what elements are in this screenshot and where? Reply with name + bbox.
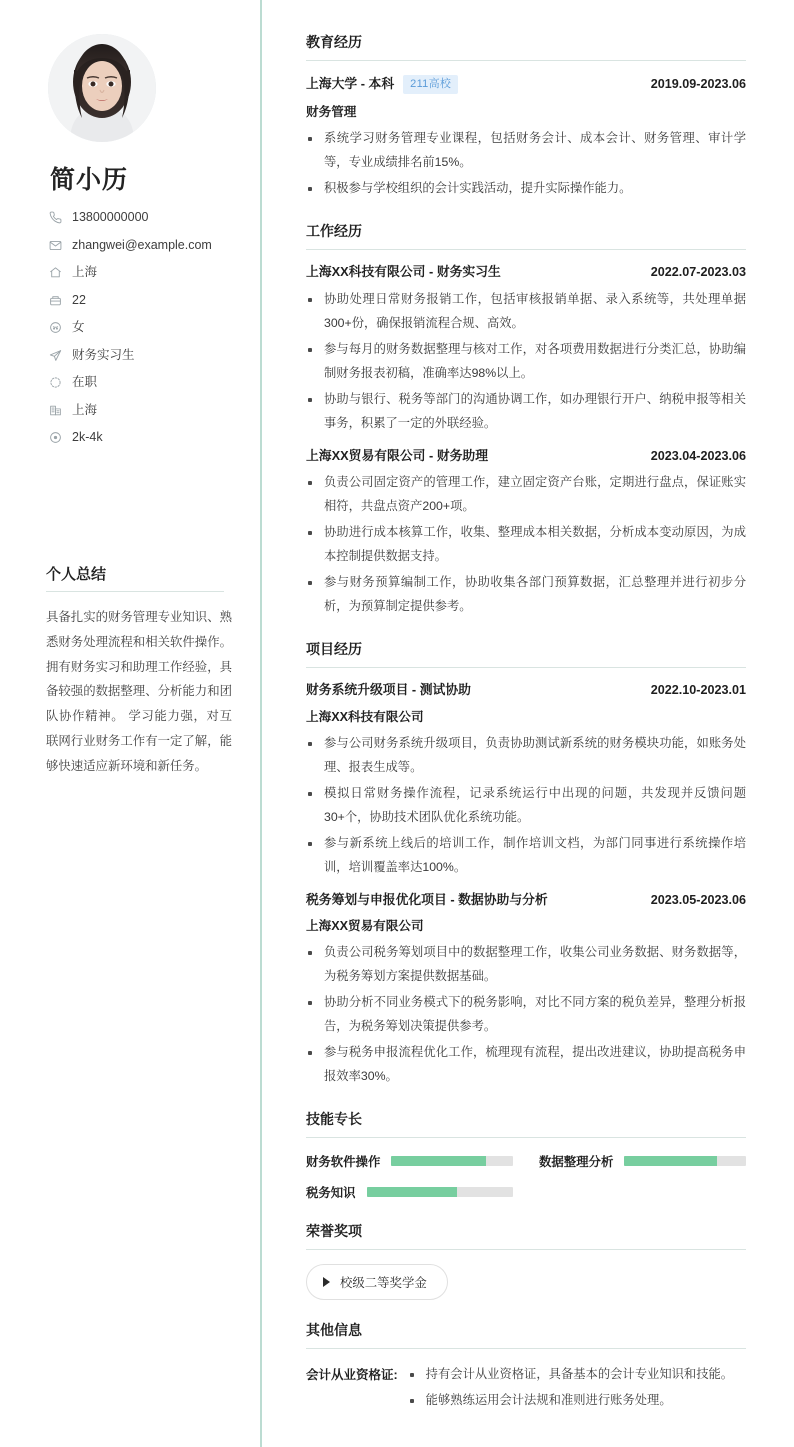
awards-heading: 荣誉奖项: [306, 1221, 746, 1250]
list-item: 负责公司税务筹划项目中的数据整理工作，收集公司业务数据、财务数据等，为税务筹划方案提供数据基础。: [306, 941, 746, 989]
list-item: 能够熟练运用会计法规和准则进行账务处理。: [404, 1389, 746, 1413]
education-heading: 教育经历: [306, 32, 746, 61]
project-entry-header: [306, 892, 746, 909]
home-icon: [46, 266, 64, 279]
other-info-section: [306, 1320, 746, 1415]
project-entry-header: [306, 682, 746, 699]
skill-item: [306, 1152, 513, 1170]
work-points: [306, 288, 746, 436]
work-entry-header: [306, 264, 746, 281]
paper-plane-icon: [46, 349, 64, 362]
building-icon: [46, 404, 64, 417]
education-points: [306, 127, 746, 201]
profile-name: 简小历: [50, 166, 129, 194]
education-school: 上海大学 - 本科: [306, 76, 395, 92]
status-badge: 211高校: [403, 75, 458, 94]
skills-section: [306, 1109, 746, 1201]
work-entry-header: [306, 448, 746, 465]
list-item: 参与新系统上线后的培训工作，制作培训文档，为部门同事进行系统操作培训，培训覆盖率达100%。: [306, 832, 746, 880]
envelope-icon: [46, 239, 64, 252]
education-entry: [306, 75, 746, 201]
contact-value-location: 上海: [72, 265, 98, 279]
list-item: 负责公司固定资产的管理工作，建立固定资产台账，定期进行盘点，保证账实相符，共盘点资产200+项。: [306, 471, 746, 519]
project-date: 2022.10-2023.01: [650, 683, 746, 698]
project-title-row: [306, 682, 471, 699]
contact-value-gender: 女: [72, 320, 85, 334]
contact-item-phone: [46, 210, 234, 225]
list-item: 协助与银行、税务等部门的沟通协调工作，如办理银行开户、纳税申报等相关事务，积累了一定的外联经验。: [306, 388, 746, 436]
work-date: 2023.04-2023.06: [650, 448, 746, 463]
contact-value-position: 财务实习生: [72, 347, 135, 362]
list-item: 参与财务预算编制工作，协助收集各部门预算数据，汇总整理并进行初步分析，为预算制定提供参考。: [306, 571, 746, 619]
awards-section: [306, 1221, 746, 1300]
list-item: 协助进行成本核算工作，收集、整理成本相关数据，分析成本变动原因，为成本控制提供数据支持。: [306, 521, 746, 569]
main-content: [262, 0, 794, 1447]
list-item: 参与公司财务系统升级项目，负责协助测试新系统的财务模块功能，如账务处理、报表生成等。: [306, 732, 746, 780]
skill-item: [306, 1183, 513, 1201]
list-item: 协助分析不同业务模式下的税务影响，对比不同方案的税负差异，整理分析报告，为税务筹划决策提供参考。: [306, 991, 746, 1039]
skills-heading: 技能专长: [306, 1109, 746, 1138]
skills-grid: [306, 1152, 746, 1201]
gender-icon: [46, 321, 64, 334]
award-item[interactable]: [306, 1264, 448, 1300]
summary-heading: 个人总结: [46, 563, 224, 592]
other-info-heading: 其他信息: [306, 1320, 746, 1349]
contact-value-phone: 13800000000: [72, 210, 149, 224]
education-title-row: [306, 75, 458, 94]
projects-heading: 项目经历: [306, 639, 746, 668]
skill-label: 财务软件操作: [306, 1154, 381, 1169]
personal-summary-section: [46, 563, 234, 779]
work-points: [306, 471, 746, 619]
other-info-points: [404, 1363, 746, 1415]
education-major: 财务管理: [306, 105, 357, 120]
award-label: 校级二等奖学金: [340, 1275, 427, 1290]
list-item: 持有会计从业资格证，具备基本的会计专业知识和技能。: [404, 1363, 746, 1387]
contact-item-age: [46, 293, 234, 308]
contact-item-gender: [46, 320, 234, 335]
projects-section: [306, 639, 746, 1089]
id-card-icon: [46, 294, 64, 307]
avatar: [48, 34, 156, 142]
list-item: 模拟日常财务操作流程，记录系统运行中出现的问题，共发现并反馈问题30+个，协助技术团队优化系统功能。: [306, 782, 746, 830]
project-points: [306, 732, 746, 880]
work-entry: [306, 264, 746, 435]
list-item: 积极参与学校组织的会计实践活动，提升实际操作能力。: [306, 177, 746, 201]
list-item: 参与每月的财务数据整理与核对工作，对各项费用数据进行分类汇总，协助编制财务报表初稿，准确率达98%以上。: [306, 338, 746, 386]
work-heading: 工作经历: [306, 221, 746, 250]
skill-progress-track: [624, 1156, 746, 1166]
contact-value-age: 22: [72, 292, 86, 307]
project-company: 上海XX贸易有限公司: [306, 919, 424, 934]
work-company-role: 上海XX贸易有限公司 - 财务助理: [306, 447, 489, 463]
work-date: 2022.07-2023.03: [650, 265, 746, 280]
project-date: 2023.05-2023.06: [650, 892, 746, 907]
skill-progress-fill: [624, 1156, 716, 1166]
contact-item-location: [46, 265, 234, 280]
skill-item: [539, 1152, 746, 1170]
list-item: 参与税务申报流程优化工作，梳理现有流程，提出改进建议，协助提高税务申报效率30%。: [306, 1041, 746, 1089]
other-info-label: 会计从业资格证:: [306, 1367, 398, 1382]
contact-list: [38, 210, 234, 445]
project-title-row: [306, 892, 548, 909]
contact-item-position: [46, 348, 234, 363]
contact-value-status: 在职: [72, 375, 98, 389]
contact-item-salary: [46, 430, 234, 445]
skill-label: 数据整理分析: [539, 1154, 614, 1169]
refresh-icon: [46, 376, 64, 389]
avatar-photo: [48, 34, 156, 142]
work-title-row: [306, 264, 501, 281]
summary-text: 具备扎实的财务管理专业知识、熟悉财务处理流程和相关软件操作。 拥有财务实习和助理工作经验，具备较强的数据整理、分析能力和团队协作精神。 学习能力强，对互联网行业财务工作有一定了解，能够快速适应新环境和新任务。: [46, 610, 232, 773]
other-info-row: [306, 1363, 746, 1415]
avatar-wrap: [48, 34, 234, 142]
project-name: 财务系统升级项目 - 测试协助: [306, 682, 471, 698]
skill-label: 税务知识: [306, 1185, 356, 1200]
contact-value-city: 上海: [72, 402, 98, 417]
play-triangle-icon: [323, 1277, 330, 1287]
education-entry-header: [306, 75, 746, 94]
project-entry: [306, 682, 746, 879]
project-name: 税务筹划与申报优化项目 - 数据协助与分析: [306, 891, 548, 907]
project-entry: [306, 892, 746, 1089]
project-points: [306, 941, 746, 1089]
work-company-role: 上海XX科技有限公司 - 财务实习生: [306, 264, 501, 280]
contact-item-status: [46, 375, 234, 390]
list-item: 协助处理日常财务报销工作，包括审核报销单据、录入系统等，共处理单据300+份，确保报销流程合规、高效。: [306, 288, 746, 336]
skill-progress-track: [391, 1156, 513, 1166]
contact-value-email: zhangwei@example.com: [72, 237, 212, 252]
sidebar: [0, 0, 262, 1447]
work-title-row: [306, 448, 488, 465]
work-section: [306, 221, 746, 619]
list-item: 系统学习财务管理专业课程，包括财务会计、成本会计、财务管理、审计学等，专业成绩排名前15%。: [306, 127, 746, 175]
skill-progress-track: [367, 1187, 513, 1197]
contact-item-email: [46, 238, 234, 253]
education-section: [306, 32, 746, 201]
skill-progress-fill: [367, 1187, 458, 1197]
contact-item-city: [46, 403, 234, 418]
work-entry: [306, 448, 746, 619]
coin-icon: [46, 431, 64, 444]
education-date: 2019.09-2023.06: [650, 77, 746, 92]
project-company: 上海XX科技有限公司: [306, 709, 424, 724]
phone-icon: [46, 211, 64, 224]
contact-value-salary: 2k-4k: [72, 430, 103, 444]
award-row: [306, 1264, 746, 1300]
skill-progress-fill: [391, 1156, 486, 1166]
